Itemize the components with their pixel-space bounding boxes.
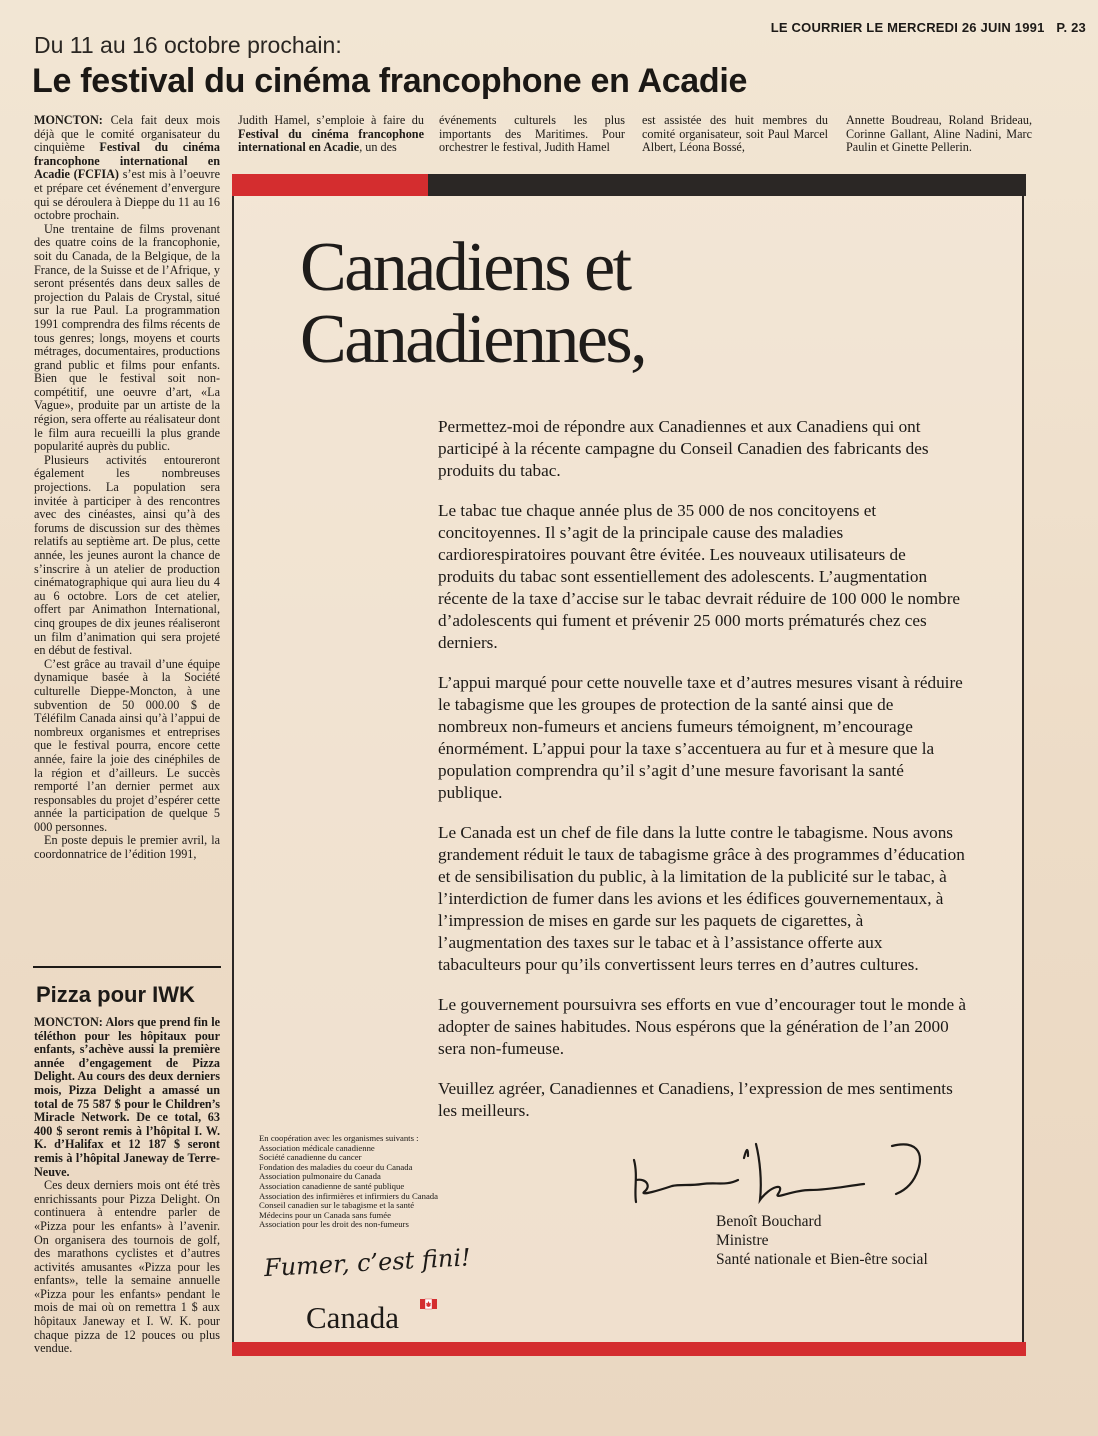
article-paragraph: C’est grâce au travail d’une équipe dynamique basée à la Société culturelle Dieppe-Moncton, à une subvention de 50 000.00 $ de Téléfilm Canada ainsi qu’à l’appui de nombreux organismes et entreprises que le festival pourra, encore cette année, faire la joie des cinéphiles de la région et d’ailleurs. Le succès remporté l’an dernier permet aux responsables du projet d’espérer cette année la participation de quelque 5 000 personnes. <box>34 656 220 834</box>
partner-item: Association pulmonaire du Canada <box>259 1171 381 1182</box>
ad-title-line-2: Canadiennes, <box>300 301 646 378</box>
article-column-5 <box>846 114 1032 155</box>
partner-item: Médecins pour un Canada sans fumée <box>259 1209 391 1220</box>
ad-paragraph: Veuillez agréer, Canadiennes et Canadiens, l’expression de mes sentiments les meilleurs. <box>438 1079 953 1120</box>
ad-title-line-1: Canadiens et <box>300 229 630 306</box>
signer-name: Benoît Bouchard <box>716 1213 822 1230</box>
canada-flag-icon <box>420 1299 437 1309</box>
partner-intro: En coopération avec les organismes suivants : <box>259 1133 419 1143</box>
pizza-headline: Pizza pour IWK <box>36 982 195 1007</box>
article-paragraph: Ces deux derniers mois ont été très enrichissants pour Pizza Delight. On continuera à entendre parler de «Pizza pour les enfants» à l’avenir. On organisera des tournois de golf, des marathons cyclistes et d’autres activités amusantes «Pizza pour les enfants», telle la semaine annuelle «Pizza pour les enfants» pendant le mois de mai où on remettra 1 $ aux hôpitaux Janeway et I. W. K. pour chaque pizza de 12 pouces ou plus vendue. <box>34 1178 220 1356</box>
article-paragraph: MONCTON: Alors que prend fin le téléthon pour les hôpitaux pour enfants, s’achève aussi la première année d’engagement de Pizza Delight. Au cours des deux derniers mois, Pizza Delight a amassé un total de 75 587 $ pour le Children’s Miracle Network. De ce total, 63 400 $ seront remis à l’hôpital I. W. K. d’Halifax et 12 187 $ seront remis à l’hôpital Janeway de Terre-Neuve. <box>34 1015 220 1179</box>
article-paragraph: Une trentaine de films provenant des quatre coins de la francophonie, soit du Canada, de la Belgique, de la France, de la Suisse et de l’Afrique, y seront présentés dans deux salles de projection du Palais de Crystal, situé sur la rue Paul. La programmation 1991 comprendra des films récents de tous genres; longs, moyens et courts métrages, documentaires, productions grand public et films pour enfants. Bien que le festival soit non-compétitif, une oeuvre d’art, «La Vague», produite par un artiste de la région, sera offerte au réalisateur dont le film aura recueilli la plus grande popularité auprès du public. <box>34 221 220 454</box>
column-rule <box>33 966 221 968</box>
article-headline: Le festival du cinéma francophone en Acadie <box>32 62 748 100</box>
masthead <box>771 20 1086 35</box>
ad-top-red-bar <box>232 174 428 196</box>
article-paragraph: Annette Boudreau, Roland Brideau, Corinne Gallant, Aline Nadini, Marc Paulin et Ginette Pellerin. <box>846 113 1032 155</box>
article-column-1 <box>34 114 220 862</box>
signer-department: Santé nationale et Bien-être social <box>716 1251 928 1268</box>
signature-block <box>716 1212 928 1269</box>
canada-wordmark <box>306 1296 446 1336</box>
partner-item: Conseil canadien sur le tabagisme et la santé <box>259 1200 415 1211</box>
slogan-text: Fumer, c’est fini! <box>263 1243 472 1283</box>
ad-paragraph: L’appui marqué pour cette nouvelle taxe et d’autres mesures visant à réduire le tabagisme que les groupes de protection de la santé ainsi que de nombreux non-fumeurs et anciens fumeurs témoignent, m’encourage énormément. L’appui pour la taxe s’accentuera au fur et à mesure que la population comprendra qu’il s’agit d’une mesure favorisant la santé publique. <box>438 673 963 802</box>
signer-title: Ministre <box>716 1232 769 1249</box>
article-column-3 <box>439 114 625 155</box>
ad-top-black-bar <box>428 174 1026 196</box>
ad-paragraph: Le gouvernement poursuivra ses efforts en vue d’encourager tout le monde à adopter de saines habitudes. Nous espérons que la génération de l’an 2000 sera non-fumeuse. <box>438 995 967 1058</box>
article-kicker: Du 11 au 16 octobre prochain: <box>34 32 342 58</box>
dateline: MONCTON: <box>34 113 103 127</box>
article-column-2 <box>238 114 424 155</box>
article-paragraph: événements culturels les plus importants des Maritimes. Pour orchestrer le festival, Judith Hamel <box>439 113 625 155</box>
pizza-article <box>34 1016 220 1356</box>
article-paragraph: En poste depuis le premier avril, la coordonnatrice de l’édition 1991, <box>34 833 220 862</box>
handwritten-slogan <box>262 1234 512 1294</box>
minister-signature <box>620 1120 960 1220</box>
article-paragraph: Plusieurs activités entoureront également les nombreuses projections. La population sera invitée à participer à des rencontres avec des cinéastes, ainsi qu’à des forums de discussion sur des thèmes relatifs au septième art. De plus, cette année, les jeunes auront la chance de s’inscrire à un atelier de production cinématographique qui aura lieu du 4 au 6 octobre. Lors de cet atelier, offert par Animathon International, cinq groupes de dix jeunes réaliseront un film d’animation qui sera projeté en début de festival. <box>34 452 220 658</box>
canada-logo-text: Canada <box>306 1300 399 1335</box>
article-paragraph: Judith Hamel, s’emploie à faire du Festival du cinéma francophone international en Acadie, un des <box>238 113 424 155</box>
article-column-4 <box>642 114 828 155</box>
dateline: MONCTON: <box>34 1015 103 1029</box>
partner-item: Association médicale canadienne <box>259 1142 375 1153</box>
ad-bottom-red-bar <box>232 1342 1026 1356</box>
partner-item: Société canadienne du cancer <box>259 1152 362 1163</box>
partner-item: Association des infirmières et infirmiers du Canada <box>259 1190 439 1201</box>
page-number: P. 23 <box>1056 20 1086 35</box>
partner-item: Fondation des maladies du coeur du Canada <box>259 1161 413 1172</box>
masthead-paper: LE COURRIER LE MERCREDI 26 JUIN 1991 <box>770 20 1045 35</box>
partner-item: Association canadienne de santé publique <box>259 1180 405 1191</box>
article-paragraph: est assistée des huit membres du comité organisateur, soit Paul Marcel Albert, Léona Bossé, <box>642 113 828 155</box>
article-paragraph: MONCTON: Cela fait deux mois déjà que le comité organisateur du cinquième Festival du cinéma francophone international en Acadie (FCFIA) s’est mis à l’oeuvre et prépare cet événement d’envergure qui se déroulera à Dieppe du 11 au 16 octobre prochain. <box>34 113 220 223</box>
ad-paragraph: Permettez-moi de répondre aux Canadiennes et aux Canadiens qui ont participé à la récente campagne du Conseil Canadien des fabricants des produits du tabac. <box>438 417 929 480</box>
ad-paragraph: Le tabac tue chaque année plus de 35 000 de nos concitoyens et concitoyennes. Il s’agit de la principale cause des maladies cardiorespiratoires pouvant être évitée. Les nouveaux utilisateurs de produits du tabac sont essentiellement des adolescents. L’augmentation récente de la taxe d’accise sur le tabac devrait réduire de 100 000 le nombre d’adolescents qui fument et prévenir 25 000 morts prématurés chez ces derniers. <box>438 501 961 652</box>
ad-body <box>438 416 966 1140</box>
ad-paragraph: Le Canada est un chef de file dans la lutte contre le tabagisme. Nous avons grandement réduit le taux de tabagisme grâce à des programmes d’éducation et de sensibilisation du public, à la limitation de la publicité sur le tabac, à l’interdiction de fumer dans les avions et les édifices gouvernementaux, à l’impression de mises en garde sur les paquets de cigarettes, à l’augmentation des taxes sur le tabac et à l’assistance offerte aux tabaculteurs pour qu’ils convertissent leurs terres en d’autres cultures. <box>438 823 965 974</box>
ad-title <box>300 229 760 378</box>
partner-item: Association pour les droit des non-fumeurs <box>259 1219 409 1230</box>
partner-list <box>259 1134 489 1230</box>
